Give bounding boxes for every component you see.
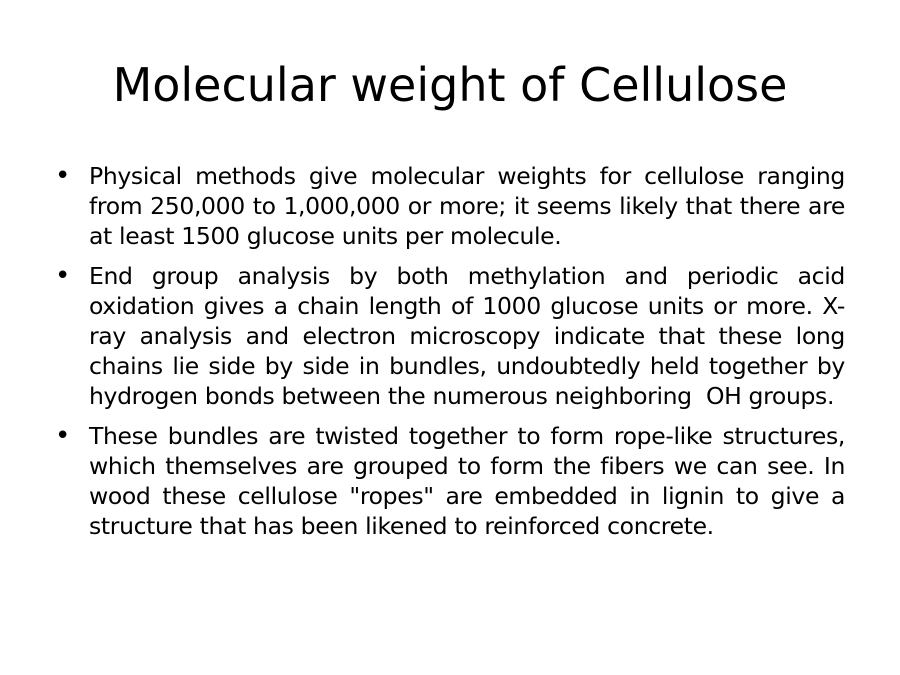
bullet-text: Physical methods give molecular weights for cellulose ranging from 250,000 to 1,000,000 or more; it seems likely that there are at least 1500 glucose units per molecule. bbox=[89, 162, 853, 250]
bullet-item bbox=[55, 421, 853, 541]
bullet-dot-icon: • bbox=[55, 161, 71, 191]
bullet-item bbox=[55, 261, 853, 411]
bullet-text: End group analysis by both methylation and periodic acid oxidation gives a chain length of 1000 glucose units or more. X-ray analysis and electron microscopy indicate that these long chains lie side by side in bundles, undoubtedly held together by hydrogen bonds between the numerous neighboring OH groups. bbox=[89, 262, 853, 410]
bullet-dot-icon: • bbox=[55, 261, 71, 291]
bullet-item bbox=[55, 161, 853, 251]
slide-title: Molecular weight of Cellulose bbox=[112, 58, 788, 112]
bullet-text: These bundles are twisted together to form rope-like structures, which themselves are grouped to form the fibers we can see. In wood these cellulose "ropes" are embedded in lignin to give a structure that has been likened to reinforced concrete. bbox=[89, 422, 853, 540]
bullet-dot-icon: • bbox=[55, 421, 71, 451]
bullet-list bbox=[55, 161, 853, 551]
